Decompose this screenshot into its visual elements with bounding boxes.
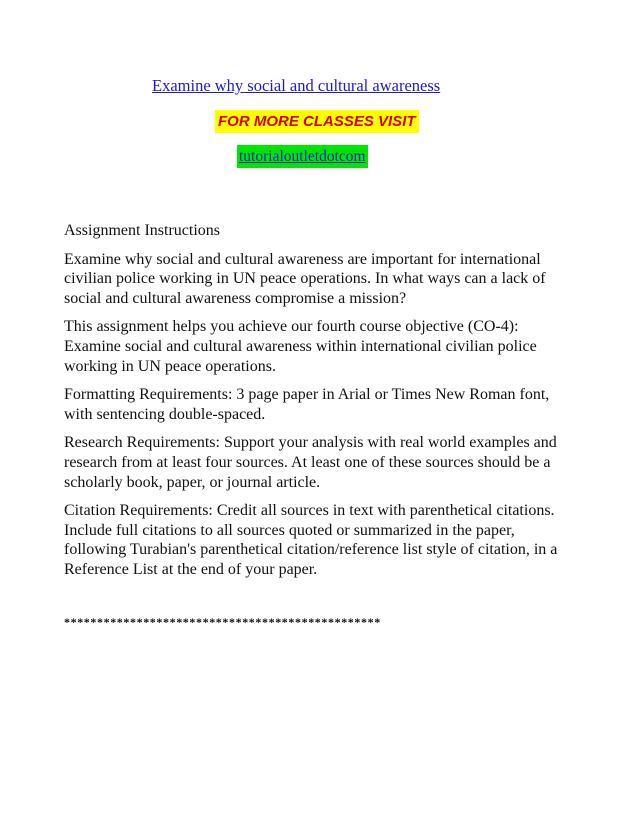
paragraph-citation: Citation Requirements: Credit all sources in text with parenthetical citations. Include full citations to all sources quoted or summarized in the paper, following Turabian's parenthetical citation/reference list style of citation, in a Reference List at the end of your paper. [64,502,558,578]
site-link[interactable]: tutorialoutletdotcom [237,145,368,168]
paragraph-objective: This assignment helps you achieve our fourth course objective (CO-4): Examine social and cultural awareness within international civilian police working in UN peace operations. [64,318,537,375]
assignment-body [64,221,574,589]
asterisk-separator: ************************************************ [64,615,381,629]
paragraph-question: Examine why social and cultural awareness are important for international civilian police working in UN peace operations. In what ways can a lack of social and cultural awareness compromise a mission? [64,250,546,307]
paragraph-research: Research Requirements: Support your analysis with real world examples and research from at least four sources. At least one of these sources should be a scholarly book, paper, or journal article. [64,434,557,491]
assignment-heading: Assignment Instructions [64,222,220,239]
visit-banner: FOR MORE CLASSES VISIT [215,110,419,133]
document-title-link[interactable]: Examine why social and cultural awareness [152,76,441,95]
paragraph-formatting: Formatting Requirements: 3 page paper in Arial or Times New Roman font, with sentencing double-spaced. [64,386,550,423]
